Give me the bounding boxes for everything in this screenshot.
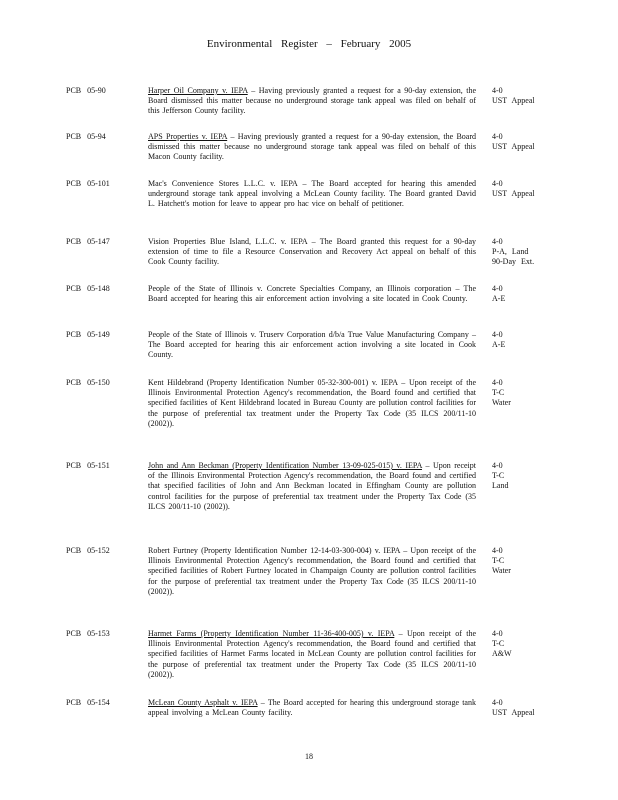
case-description: [148, 237, 476, 268]
case-party: McLean County Asphalt v. IEPA: [148, 698, 258, 707]
case-codes: [492, 86, 552, 106]
case-type: T-C: [492, 639, 505, 649]
case-codes: [492, 698, 552, 718]
case-subtype: Water: [492, 566, 511, 576]
case-vote: 4-0: [492, 378, 503, 387]
case-party: John and Ann Beckman (Property Identification Number 13-09-025-015) v. IEPA: [148, 461, 422, 470]
case-number: PCB 05-151: [66, 461, 110, 470]
case-number: PCB 05-150: [66, 378, 110, 387]
case-summary: People of the State of Illinois v. Truserv Corporation d/b/a True Value Manufacturing Company – The Board accepted for hearing this air enforcement action involving a site located in Cook County.: [148, 330, 476, 360]
case-summary: People of the State of Illinois v. Concrete Specialties Company, an Illinois corporation – The Board accepted for hearing this air enforcement action involving a site located in Cook County.: [148, 284, 476, 304]
case-vote: 4-0: [492, 237, 503, 246]
case-type: T-C: [492, 388, 505, 398]
case-vote: 4-0: [492, 284, 503, 293]
case-number: PCB 05-148: [66, 284, 110, 293]
case-description: [148, 179, 476, 210]
case-type: UST Appeal: [492, 142, 535, 152]
case-type: A-E: [492, 294, 506, 304]
case-type: T-C: [492, 556, 505, 566]
page-number: 18: [305, 752, 313, 761]
case-number: PCB 05-147: [66, 237, 110, 246]
case-codes: [492, 237, 552, 268]
case-description: [148, 629, 476, 680]
case-summary: – Having previously granted a request for a 90-day extension, the Board dismissed this matter because no underground storage tank appeal was filed on behalf of this Macon County facility.: [148, 132, 476, 162]
case-codes: [492, 132, 552, 152]
case-number: PCB 05-152: [66, 546, 110, 555]
case-party: Harper Oil Company v. IEPA: [148, 86, 248, 95]
case-number: PCB 05-154: [66, 698, 110, 707]
case-codes: [492, 378, 552, 409]
case-type: UST Appeal: [492, 708, 535, 718]
case-vote: 4-0: [492, 629, 503, 638]
case-summary: – The Board accepted for hearing this underground storage tank appeal involving a McLean County facility.: [148, 698, 476, 718]
case-codes: [492, 546, 552, 577]
case-summary: – Upon receipt of the Illinois Environmental Protection Agency's recommendation, the Board found and certified that specified facilities of Harmet Farms located in McLean County are pollution control facilities for the purpose of preferential tax treatment under the Property Tax Code (35 ILCS 200/11-10 (2002)).: [148, 629, 476, 679]
case-description: [148, 86, 476, 117]
case-party: APS Properties v. IEPA: [148, 132, 228, 141]
case-vote: 4-0: [492, 546, 503, 555]
case-party: Harmet Farms (Property Identification Number 11-36-400-005) v. IEPA: [148, 629, 395, 638]
case-description: [148, 378, 476, 429]
case-subtype: Water: [492, 398, 511, 408]
case-description: [148, 330, 476, 361]
case-vote: 4-0: [492, 461, 503, 470]
case-summary: – Having previously granted a request for a 90-day extension, the Board dismissed this matter because no underground storage tank appeal was filed on behalf of this Jefferson County facility.: [148, 86, 477, 116]
case-number: PCB 05-149: [66, 330, 110, 339]
case-codes: [492, 179, 552, 199]
case-type: A-E: [492, 340, 506, 350]
case-codes: [492, 330, 552, 350]
case-type: UST Appeal: [492, 189, 535, 199]
case-summary: Kent Hildebrand (Property Identification Number 05-32-300-001) v. IEPA – Upon receipt of the Illinois Environmental Protection Agency's recommendation, the Board found and certified that specified facilities of Kent Hildebrand located in Bureau County are pollution control facilities for the purpose of preferential tax treatment under the Property Tax Code (35 ILCS 200/11-10 (2002)).: [148, 378, 476, 428]
case-number: PCB 05-153: [66, 629, 110, 638]
case-type: UST Appeal: [492, 96, 535, 106]
case-summary: Robert Furtney (Property Identification Number 12-14-03-300-004) v. IEPA – Upon receipt of the Illinois Environmental Protection Agency's recommendation, the Board found and certified that specified facilities of Robert Furtney located in Champaign County are pollution control facilities for the purpose of preferential tax treatment under the Property Tax Code (35 ILCS 200/11-10 (2002)).: [148, 546, 476, 596]
case-summary: Mac's Convenience Stores L.L.C. v. IEPA – The Board accepted for hearing this amended underground storage tank appeal involving a McLean County facility. The Board granted David L. Hatchett's motion for leave to appear pro hac vice on behalf of petitioner.: [148, 179, 476, 209]
case-codes: [492, 461, 552, 492]
case-description: [148, 546, 476, 597]
case-subtype: A&W: [492, 649, 512, 659]
case-vote: 4-0: [492, 132, 503, 141]
case-summary: Vision Properties Blue Island, L.L.C. v. IEPA – The Board granted this request for a 90-day extension of time to file a Resource Conservation and Recovery Act appeal on behalf of this Cook County facility.: [148, 237, 476, 267]
case-vote: 4-0: [492, 330, 503, 339]
case-vote: 4-0: [492, 86, 503, 95]
case-number: PCB 05-101: [66, 179, 110, 188]
case-number: PCB 05-90: [66, 86, 106, 95]
case-vote: 4-0: [492, 179, 503, 188]
case-description: [148, 698, 476, 718]
case-type: T-C: [492, 471, 505, 481]
page-header-title: Environmental Register – February 2005: [206, 38, 412, 50]
case-description: [148, 461, 476, 512]
case-codes: [492, 284, 552, 304]
case-type: P-A, Land: [492, 247, 529, 257]
case-summary: – Upon receipt of the Illinois Environmental Protection Agency's recommendation, the Board found and certified that specified facilities of John and Ann Beckman located in Effingham County are pollution control facilities for the purpose of preferential tax treatment under the Property Tax Code (35 ILCS 200/11-10 (2002)).: [148, 461, 476, 511]
case-description: [148, 132, 476, 163]
page-header: [0, 38, 618, 50]
case-description: [148, 284, 476, 304]
case-number: PCB 05-94: [66, 132, 106, 141]
case-codes: [492, 629, 552, 660]
case-vote: 4-0: [492, 698, 503, 707]
case-subtype: Land: [492, 481, 509, 491]
case-subtype: 90-Day Ext.: [492, 257, 535, 267]
